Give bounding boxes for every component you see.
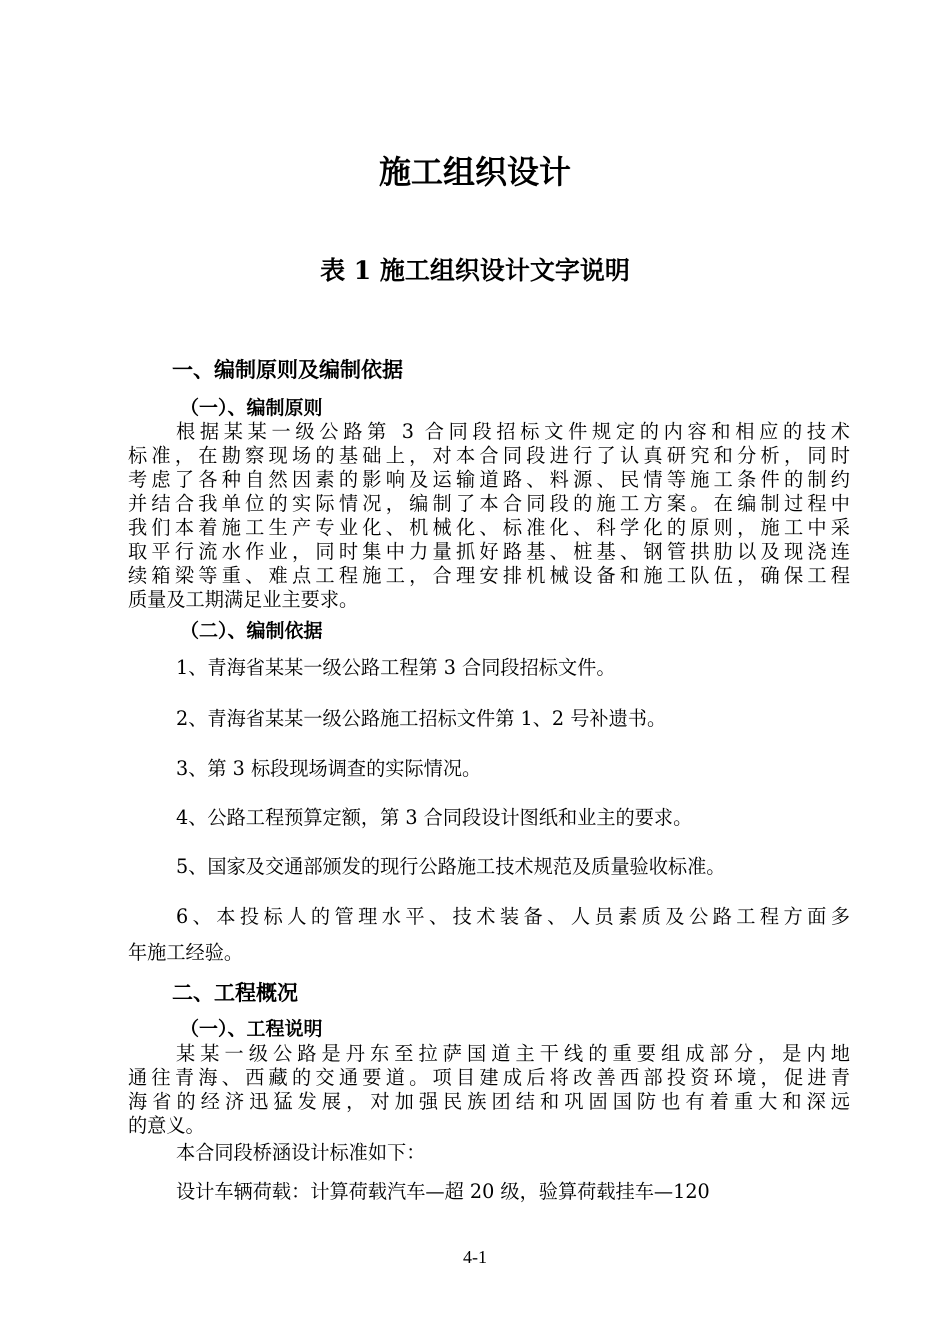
paragraph-line: 考虑了各种自然因素的影响及运输道路、料源、民情等施工条件的制约	[128, 468, 850, 491]
basis-item-2: 2、青海省某某一级公路施工招标文件第 1、2 号补遗书。	[176, 707, 667, 730]
paragraph-line: 海省的经济迅猛发展，对加强民族团结和巩固国防也有着重大和深远	[128, 1090, 850, 1113]
paragraph-line: 我们本着施工生产专业化、机械化、标准化、科学化的原则，施工中采	[128, 516, 850, 539]
section-heading-1: 一、编制原则及编制依据	[172, 357, 403, 382]
table-title: 表 1 施工组织设计文字说明	[320, 256, 630, 285]
paragraph-line: 的意义。	[128, 1114, 205, 1137]
principles-paragraph	[128, 420, 850, 612]
standard-intro: 本合同段桥涵设计标准如下：	[176, 1141, 426, 1164]
paragraph-line: 通往青海、西藏的交通要道。项目建成后将改善西部投资环境，促进青	[128, 1066, 850, 1089]
paragraph-line: 取平行流水作业，同时集中力量抓好路基、桩基、钢管拱肋以及现浇连	[128, 540, 850, 563]
basis-item-5: 5、国家及交通部颁发的现行公路施工技术规范及质量验收标准。	[176, 855, 726, 878]
paragraph-line: 续箱梁等重、难点工程施工，合理安排机械设备和施工队伍，确保工程	[128, 564, 850, 587]
basis-item-3: 3、第 3 标段现场调查的实际情况。	[176, 757, 482, 780]
paragraph-line: 标准，在勘察现场的基础上，对本合同段进行了认真研究和分析，同时	[128, 444, 850, 467]
subsection-heading-principles: （一）、编制原则	[180, 397, 323, 419]
paragraph-line: 质量及工期满足业主要求。	[128, 588, 359, 611]
basis-item-4: 4、公路工程预算定额，第 3 合同段设计图纸和业主的要求。	[176, 806, 693, 829]
subsection-heading-basis: （二）、编制依据	[180, 620, 323, 642]
document-title: 施工组织设计	[378, 153, 571, 191]
vehicle-load-standard: 设计车辆荷载：计算荷载汽车—超 20 级，验算荷载挂车—120	[176, 1180, 710, 1203]
basis-item-6-line: 年施工经验。	[128, 941, 244, 964]
page-number: 4-1	[463, 1247, 487, 1267]
basis-item-6	[128, 904, 850, 966]
basis-item-6-line: 6、本投标人的管理水平、技术装备、人员素质及公路工程方面多	[176, 905, 850, 928]
paragraph-line: 某某一级公路是丹东至拉萨国道主干线的重要组成部分，是内地	[176, 1042, 850, 1065]
subsection-heading-description: （一）、工程说明	[180, 1018, 323, 1040]
paragraph-line: 并结合我单位的实际情况，编制了本合同段的施工方案。在编制过程中	[128, 492, 850, 515]
paragraph-line: 根据某某一级公路第 3 合同段招标文件规定的内容和相应的技术	[176, 420, 850, 443]
description-paragraph	[128, 1042, 850, 1138]
section-heading-2: 二、工程概况	[172, 980, 298, 1005]
basis-item-1: 1、青海省某某一级公路工程第 3 合同段招标文件。	[176, 656, 616, 679]
